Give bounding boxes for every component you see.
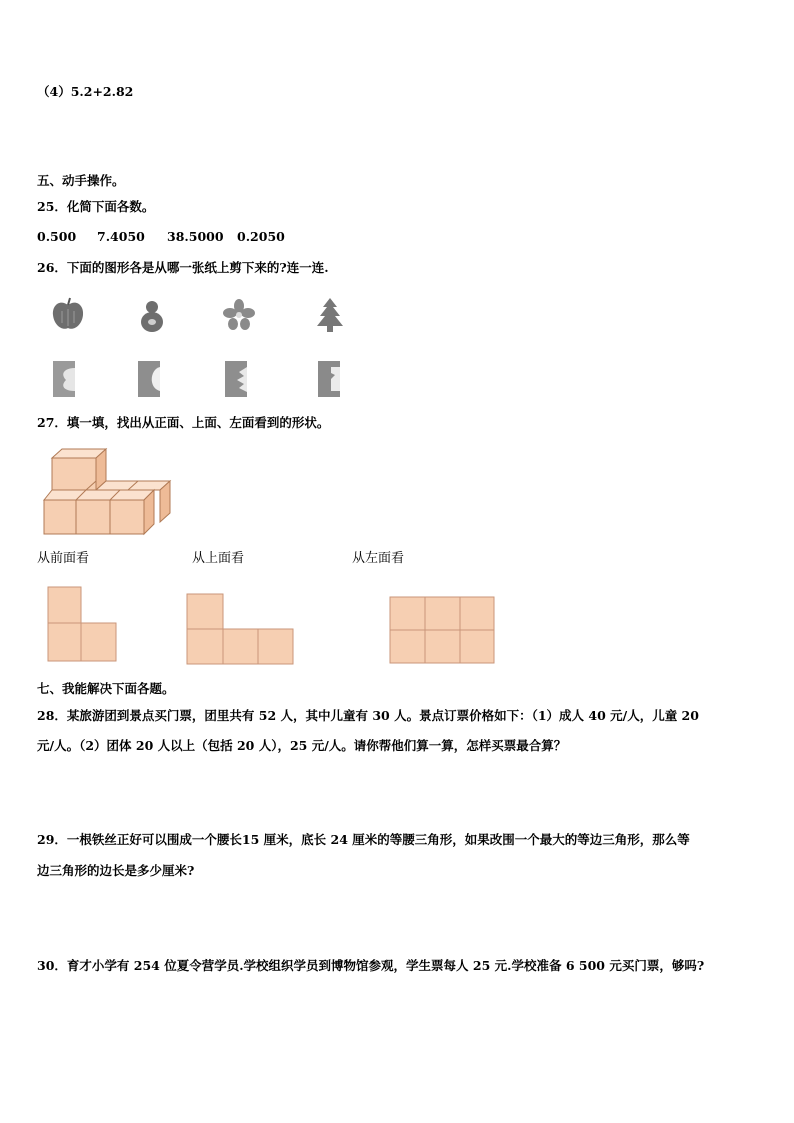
view-label-top: 从上面看 [192,551,245,566]
question-29-line-1: 29．一根铁丝正好可以围成一个腰长15 厘米，底长 24 厘米的等腰三角形，如果改围一个最大的等边三角形，那么等 [37,832,690,847]
folded-paper-1-icon [52,360,78,398]
cube-stack-figure [40,446,175,538]
question-28-line-1: 28．某旅游团到景点买门票，团里共有 52 人，其中儿童有 30 人。景点订票价格如下：（1）成人 40 元/人，儿童 20 [37,708,699,723]
section-5-title: 五、动手操作。 [37,173,125,188]
question-25: 25．化简下面各数。 [37,199,155,214]
gourd-cutout-icon [136,297,168,333]
section-7-title: 七、我能解决下面各题。 [37,681,175,696]
question-26: 26．下面的图形各是从哪一张纸上剪下来的?连一连. [37,260,329,275]
left-view-figure [389,596,497,666]
question-28-line-2: 元/人。（2）团体 20 人以上（包括 20 人），25 元/人。请你帮他们算一算，怎样买票最合算？ [37,738,567,753]
folded-paper-3-icon [224,360,250,398]
tree-cutout-icon [315,297,345,333]
question-30: 30．育才小学有 254 位夏令营学员.学校组织学员到博物馆参观，学生票每人 25 元.学校准备 6 500 元买门票，够吗? [37,958,705,973]
view-label-front: 从前面看 [37,551,90,566]
flower-cutout-icon [222,299,256,331]
question-29-line-2: 边三角形的边长是多少厘米? [37,863,195,878]
question-25-numbers [37,229,285,245]
front-view-figure [47,586,119,664]
prev-question-4: （4）5.2+2.82 [37,84,134,99]
number-1: 0.500 [37,229,77,244]
apple-cutout-icon [50,297,86,333]
folded-paper-2-icon [137,360,163,398]
folded-paper-4-icon [317,360,343,398]
number-3: 38.5000 [167,229,224,244]
view-label-left: 从左面看 [352,551,405,566]
top-view-figure [186,593,296,665]
number-2: 7.4050 [97,229,145,244]
number-4: 0.2050 [237,229,285,244]
question-27: 27．填一填，找出从正面、上面、左面看到的形状。 [37,415,330,430]
